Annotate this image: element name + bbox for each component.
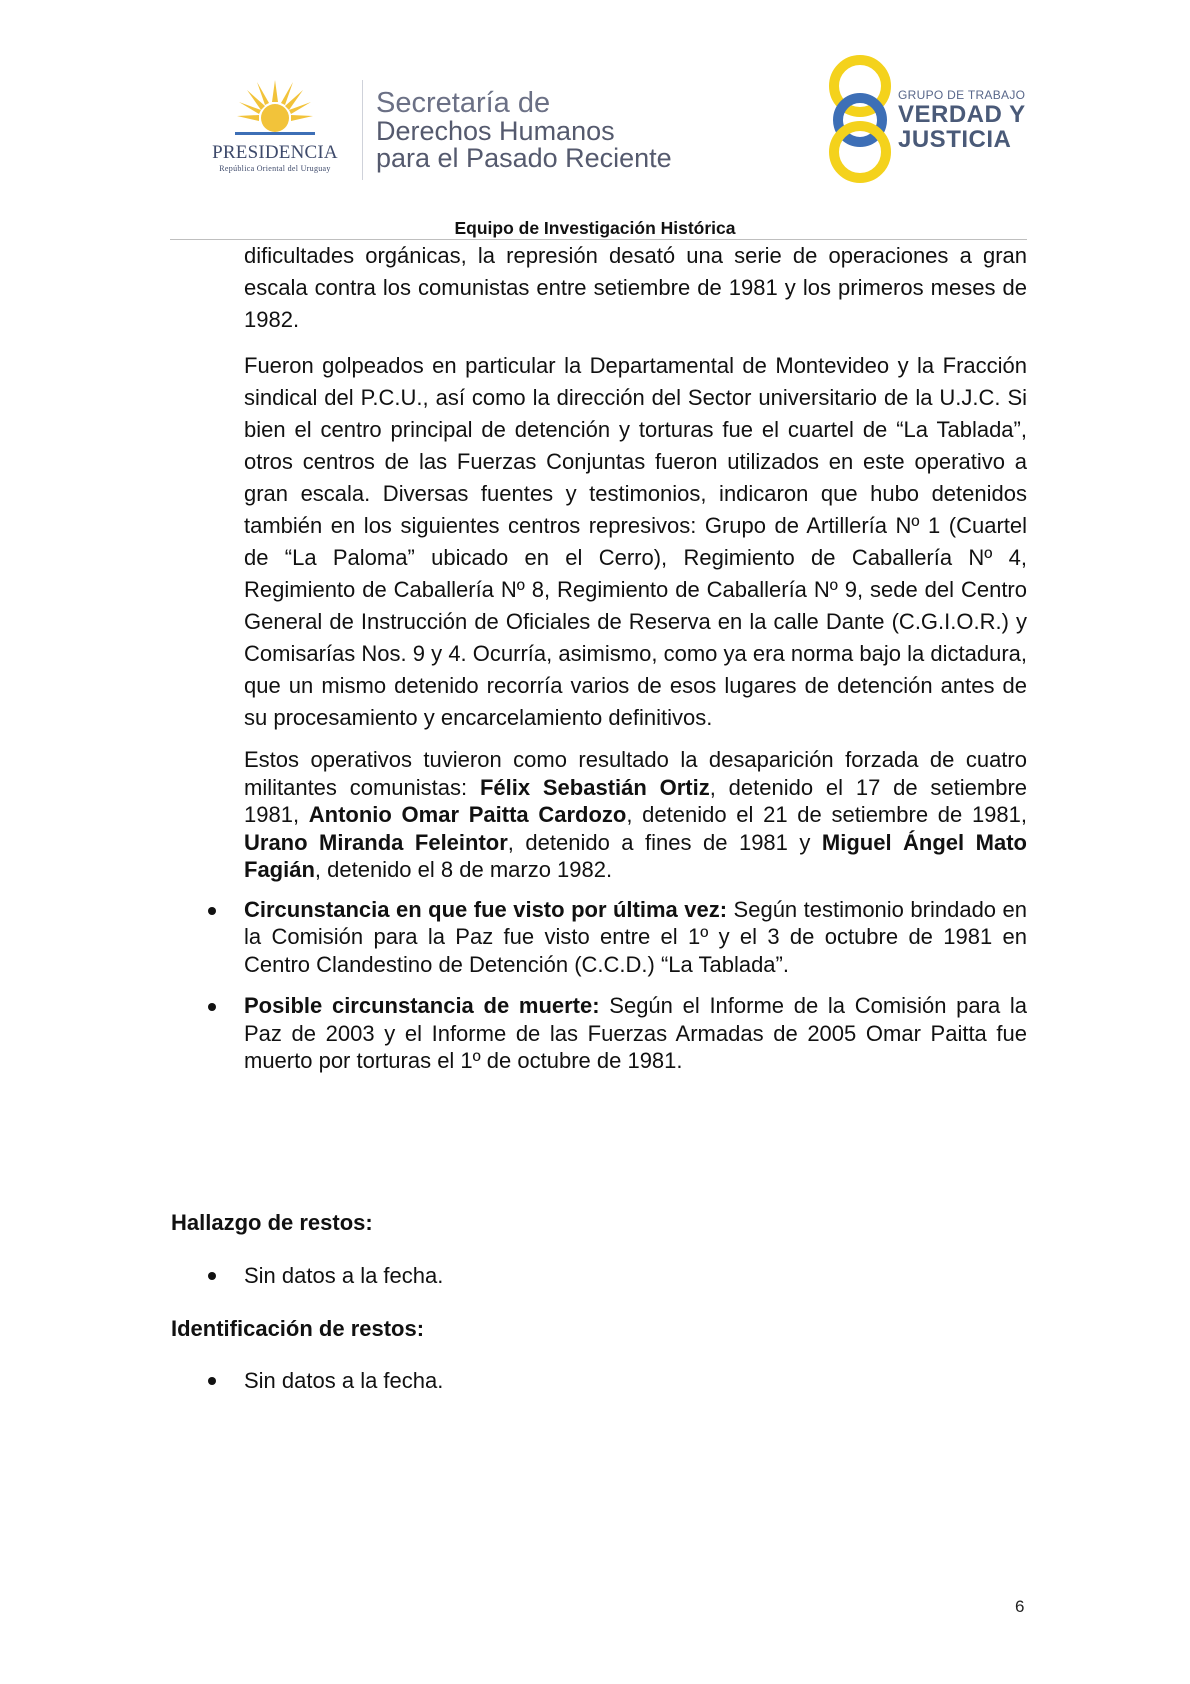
sun-emblem-icon	[235, 78, 315, 140]
bullet-dot-icon	[208, 1272, 216, 1280]
bullet-identificacion	[244, 1368, 443, 1394]
grupo-trabajo-text	[898, 88, 1026, 152]
presidencia-name: PRESIDENCIA	[212, 142, 338, 163]
paragraph-3: Estos operativos tuvieron como resultado la desaparición forzada de cuatro militantes comunistas: Félix Sebastián Ortiz, detenido el 17 de setiembre 1981, Antonio Omar Paitta Cardozo, detenido el 21 de setiembre de 1981, Urano Miranda Feleintor, detenido a fines de 1981 y Miguel Ángel Mato Fagián, detenido el 8 de marzo 1982.	[244, 747, 1028, 882]
bullet-text: Según testimonio brindado en la Comisión para la Paz fue visto entre el 1º y el 3 de octubre de 1981 en Centro Clandestino de Detención (C.C.D.) “La Tablada”.	[244, 896, 1027, 977]
heading-hallazgo: Hallazgo de restos:	[171, 1210, 373, 1235]
secretaria-line-3: para el Pasado Reciente	[376, 143, 672, 173]
secretaria-line-1: Secretaría de	[376, 87, 551, 119]
bullet-ultima-vez	[244, 896, 1027, 979]
bullet-hallazgo	[244, 1263, 443, 1289]
name-miguel-mato: Miguel Ángel Mato Fagián	[244, 829, 1027, 882]
presidencia-subtitle: República Oriental del Uruguay	[219, 164, 331, 173]
name-antonio-paitta: Antonio Omar Paitta Cardozo	[308, 802, 627, 827]
paragraph-2: Fueron golpeados en particular la Departamental de Montevideo y la Fracción sindical del P.C.U., así como la dirección del Sector universitario de la U.J.C. Si bien el centro principal de detención y torturas fue el cuartel de “La Tablada”, otros centros de las Fuerzas Conjuntas fueron utilizados en este operativo a gran escala. Diversas fuentes y testimonios, indicaron que hubo detenidos también en los siguientes centros represivos: Grupo de Artillería Nº 1 (Cuartel de “La Paloma” ubicado en el Cerro), Regimiento de Caballería Nº 4, Regimiento de Caballería Nº 8, Regimiento de Caballería Nº 9, sede del Centro General de Instrucción de Oficiales de Reserva en la calle Dante (C.G.I.O.R.) y Comisarías Nos. 9 y 4. Ocurría, asimismo, como ya era norma bajo la dictadura, que un mismo detenido recorría varios de esos lugares de detención antes de su procesamiento y encarcelamiento definitivos.	[244, 353, 1027, 730]
bullet-text: Sin datos a la fecha.	[244, 1263, 444, 1288]
heading-identificacion: Identificación de restos:	[171, 1316, 425, 1341]
verdad-label: VERDAD Y	[898, 101, 1026, 128]
justicia-label: JUSTICIA	[898, 126, 1012, 153]
name-felix-ortiz: Félix Sebastián Ortiz	[479, 774, 710, 800]
secretaria-title	[376, 88, 672, 172]
bullet-text: Según el Informe de la Comisión para la Paz de 2003 y el Informe de las Fuerzas Armadas de 2005 Omar Paitta fue muerto por torturas el 1º de octubre de 1981.	[244, 993, 1028, 1073]
name-urano-miranda: Urano Miranda Feleintor	[244, 829, 508, 855]
bullet-dot-icon	[208, 907, 216, 915]
header-divider	[362, 80, 363, 180]
bullet-label: Posible circunstancia de muerte:	[244, 993, 600, 1018]
bullet-text: Sin datos a la fecha.	[244, 1368, 444, 1393]
team-title: Equipo de Investigación Histórica	[454, 218, 736, 238]
bullet-circunstancia-muerte	[244, 992, 1027, 1075]
bullet-dot-icon	[208, 1003, 216, 1011]
bullet-dot-icon	[208, 1377, 216, 1385]
bullet-label: Circunstancia en que fue visto por última vez:	[244, 896, 728, 922]
body-text	[244, 240, 1027, 1075]
page-number: 6	[1015, 1597, 1025, 1616]
paragraph-1: dificultades orgánicas, la represión desató una serie de operaciones a gran escala contra los comunistas entre setiembre de 1981 y los primeros meses de 1982.	[244, 243, 1027, 332]
grupo-trabajo-label: GRUPO DE TRABAJO	[898, 88, 1026, 102]
secretaria-line-2: Derechos Humanos	[376, 116, 615, 146]
presidencia-logo	[195, 78, 355, 178]
